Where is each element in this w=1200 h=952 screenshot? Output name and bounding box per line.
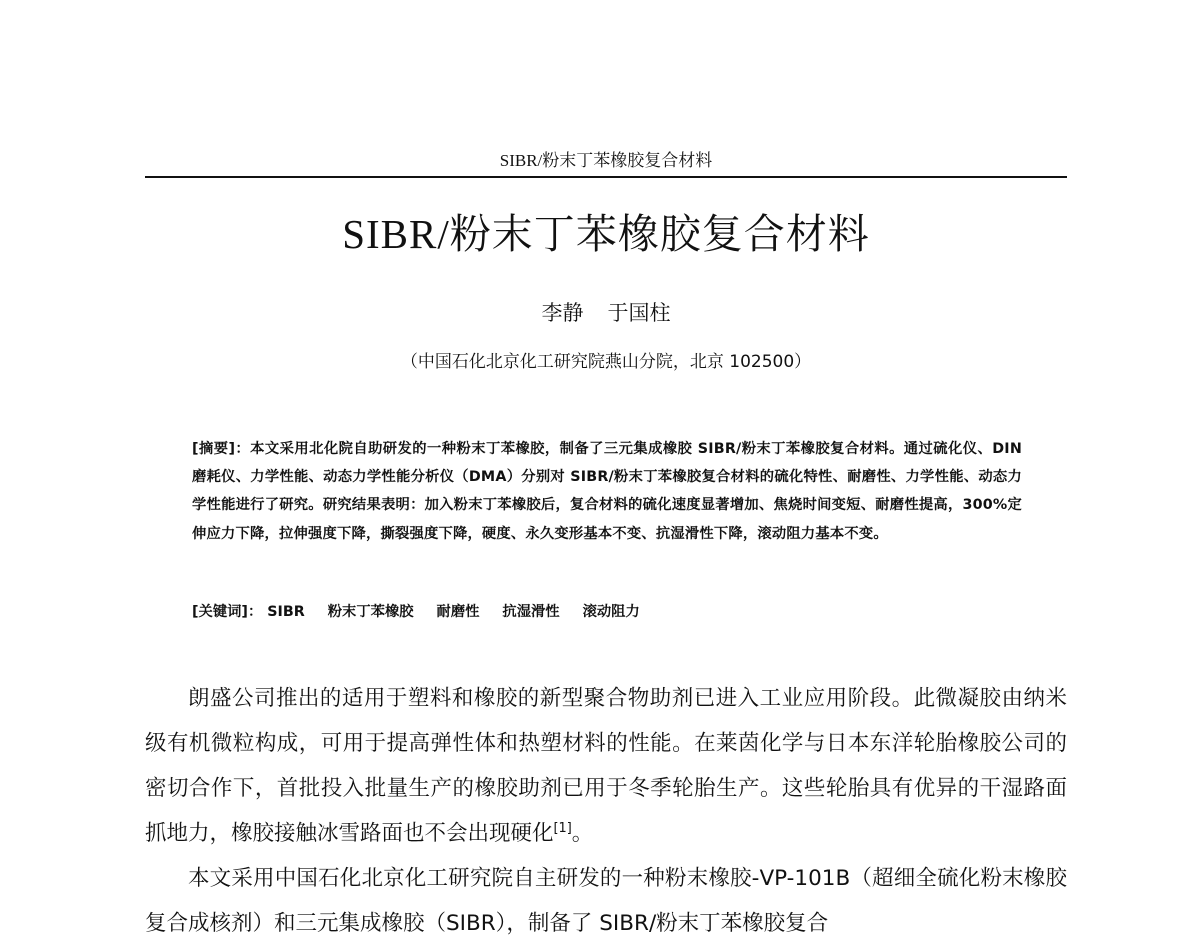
paragraph-1-text: 朗盛公司推出的适用于塑料和橡胶的新型聚合物助剂已进入工业应用阶段。此微凝胶由纳米级有机微粒构成，可用于提高弹性体和热塑材料的性能。在莱茵化学与日本东洋轮胎橡胶公司的密切合作下，首批投入批量生产的橡胶助剂已用于冬季轮胎生产。这些轮胎具有优异的干湿路面抓地力，橡胶接触冰雪路面也不会出现硬化 [145,686,1067,846]
paper-title: SIBR/粉末丁苯橡胶复合材料 [342,211,870,257]
abstract-label: [摘要]： [192,441,251,457]
citation-ref: [1] [553,820,572,836]
affiliation: （中国石化北京化工研究院燕山分院，北京 102500） [400,352,812,372]
body-paragraph-2: 本文采用中国石化北京化工研究院自主研发的一种粉末橡胶-VP-101B（超细全硫化粉末橡胶复合成核剂）和三元集成橡胶（SIBR），制备了 SIBR/粉末丁苯橡胶复合 [145,866,1067,936]
author-2: 于国柱 [607,301,671,325]
keyword: SIBR [267,604,305,620]
keywords [192,598,1022,626]
abstract [192,435,1022,548]
keyword: 耐磨性 [436,604,480,620]
keyword: 粉末丁苯橡胶 [327,604,414,620]
running-header: SIBR/粉末丁苯橡胶复合材料 [499,151,713,170]
header-rule [145,176,1067,178]
body-paragraph-1 [145,676,1067,856]
keywords-label: [关键词]： [192,604,263,620]
authors [145,298,1067,328]
abstract-text: 本文采用北化院自助研发的一种粉末丁苯橡胶，制备了三元集成橡胶 SIBR/粉末丁苯橡胶复合材料。通过硫化仪、DIN 磨耗仪、力学性能、动态力学性能分析仪（DMA）分别对 SIBR/粉末丁苯橡胶复合材料的硫化特性、耐磨性、力学性能、动态力学性能进行了研究。研究结果表明：加入粉末丁苯橡胶后，复合材料的硫化速度显著增加、焦烧时间变短、耐磨性提高，300%定伸应力下降，拉伸强度下降，撕裂强度下降，硬度、永久变形基本不变、抗湿滑性下降，滚动阻力基本不变。 [192,441,1022,542]
author-1: 李静 [541,301,584,325]
keyword: 抗湿滑性 [502,604,560,620]
keyword: 滚动阻力 [582,604,640,620]
paragraph-1-end: 。 [571,821,594,846]
body-text [145,676,1067,946]
